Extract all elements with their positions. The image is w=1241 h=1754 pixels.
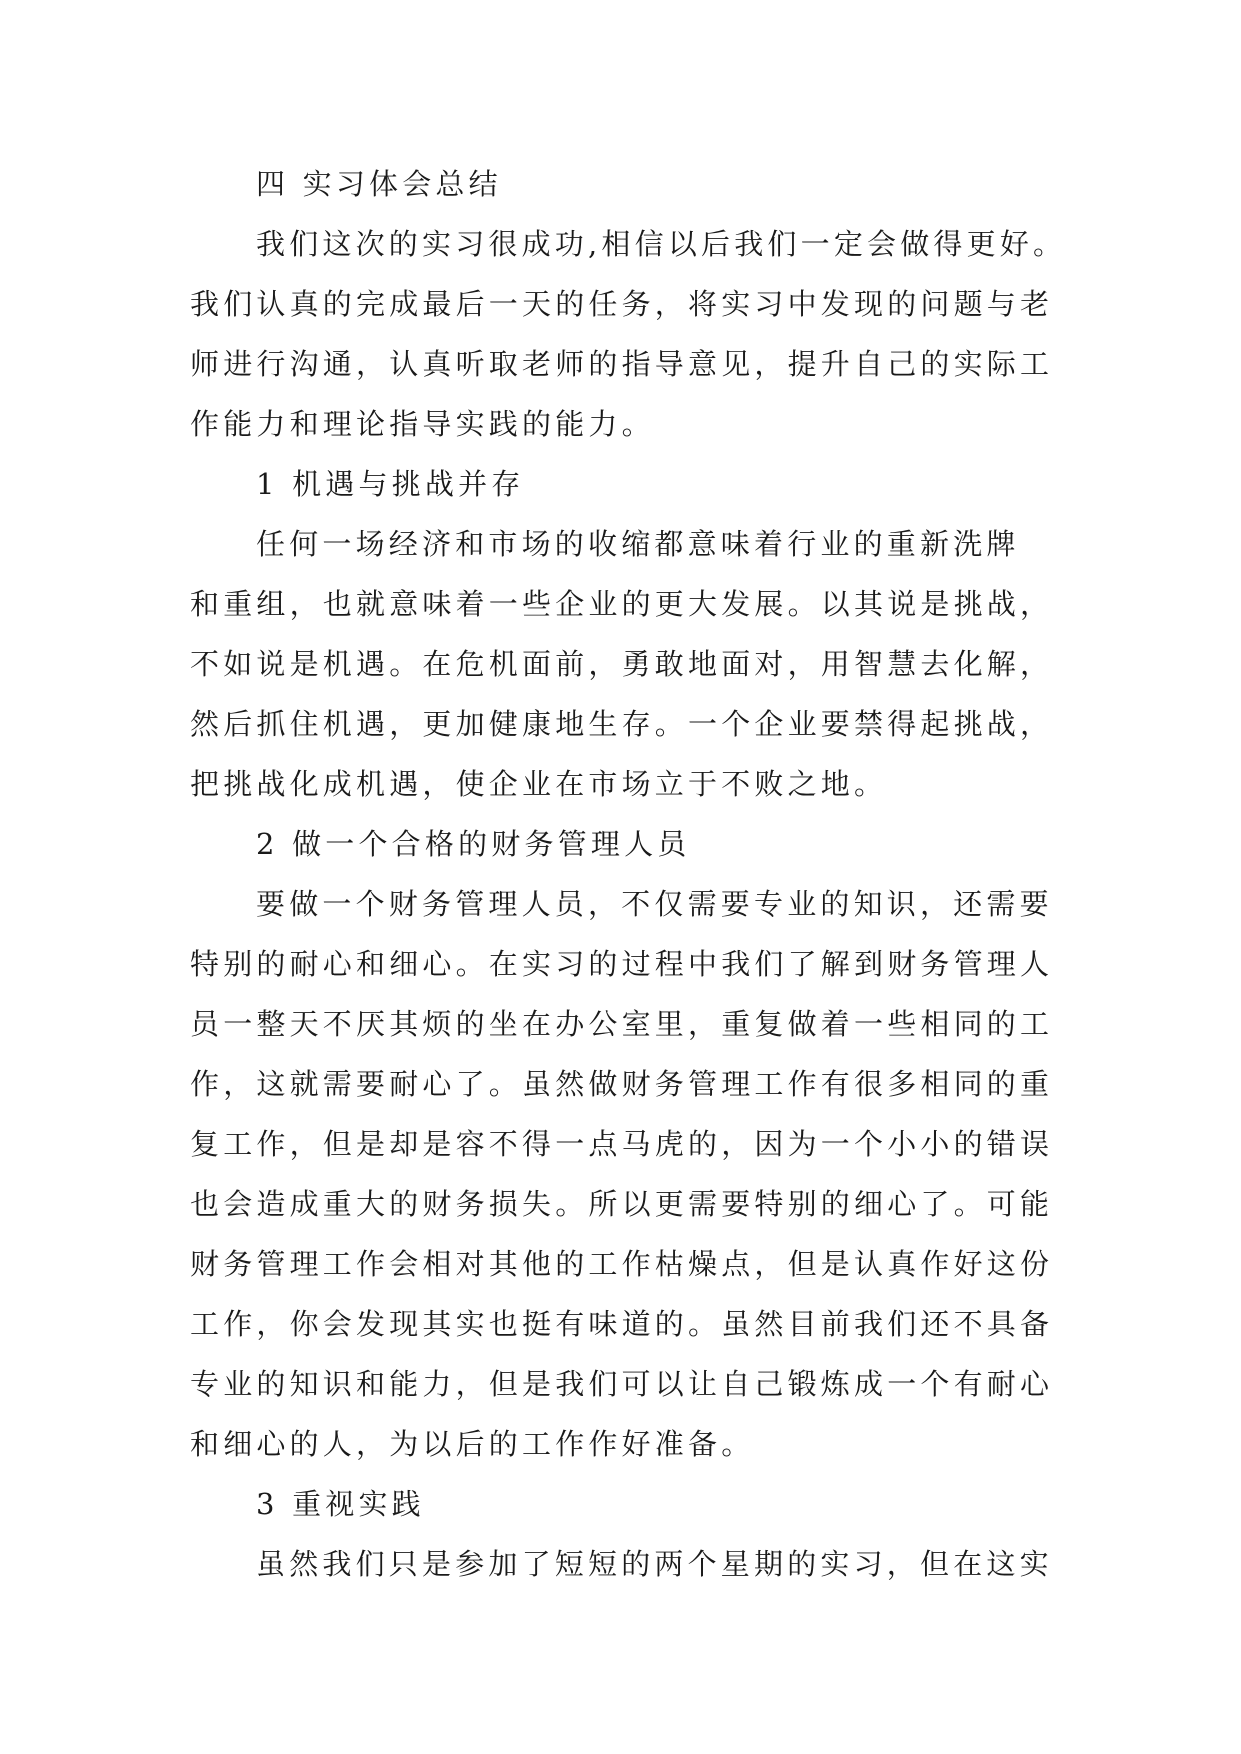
paragraph-line: 和细心的人，为以后的工作作好准备。 xyxy=(190,1427,755,1461)
paragraph-line: 要做一个财务管理人员，不仅需要专业的知识，还需要 xyxy=(256,887,1053,921)
section-heading-4: 四 实习体会总结 xyxy=(256,167,502,201)
subheading-2: 2 做一个合格的财务管理人员 xyxy=(256,827,691,861)
paragraph-line: 作，这就需要耐心了。虽然做财务管理工作有很多相同的重 xyxy=(190,1067,1054,1101)
paragraph-line: 工作，你会发现其实也挺有味道的。虽然目前我们还不具备 xyxy=(190,1307,1054,1341)
paragraph-line: 员一整天不厌其烦的坐在办公室里，重复做着一些相同的工 xyxy=(190,1007,1054,1041)
paragraph-line: 专业的知识和能力，但是我们可以让自己锻炼成一个有耐心 xyxy=(190,1367,1054,1401)
paragraph-line: 虽然我们只是参加了短短的两个星期的实习，但在这实 xyxy=(256,1547,1053,1581)
paragraph-line: 任何一场经济和市场的收缩都意味着行业的重新洗牌 xyxy=(256,527,1020,561)
paragraph-line: 复工作，但是却是容不得一点马虎的，因为一个小小的错误 xyxy=(190,1127,1054,1161)
subheading-3: 3 重视实践 xyxy=(256,1487,425,1521)
paragraph-line: 作能力和理论指导实践的能力。 xyxy=(190,407,655,441)
paragraph-line: 特别的耐心和细心。在实习的过程中我们了解到财务管理人 xyxy=(190,947,1054,981)
paragraph-line: 我们这次的实习很成功,相信以后我们一定会做得更好。 xyxy=(256,227,1067,261)
paragraph-line: 把挑战化成机遇，使企业在市场立于不败之地。 xyxy=(190,767,888,801)
paragraph-line: 我们认真的完成最后一天的任务，将实习中发现的问题与老 xyxy=(190,287,1054,321)
paragraph-line: 师进行沟通，认真听取老师的指导意见，提升自己的实际工 xyxy=(190,347,1054,381)
paragraph-line: 也会造成重大的财务损失。所以更需要特别的细心了。可能 xyxy=(190,1187,1054,1221)
paragraph-line: 财务管理工作会相对其他的工作枯燥点，但是认真作好这份 xyxy=(190,1247,1054,1281)
paragraph-line: 和重组，也就意味着一些企业的更大发展。以其说是挑战， xyxy=(190,587,1054,621)
paragraph-line: 不如说是机遇。在危机面前，勇敢地面对，用智慧去化解， xyxy=(190,647,1054,681)
paragraph-line: 然后抓住机遇，更加健康地生存。一个企业要禁得起挑战， xyxy=(190,707,1054,741)
subheading-1: 1 机遇与挑战并存 xyxy=(256,467,525,501)
